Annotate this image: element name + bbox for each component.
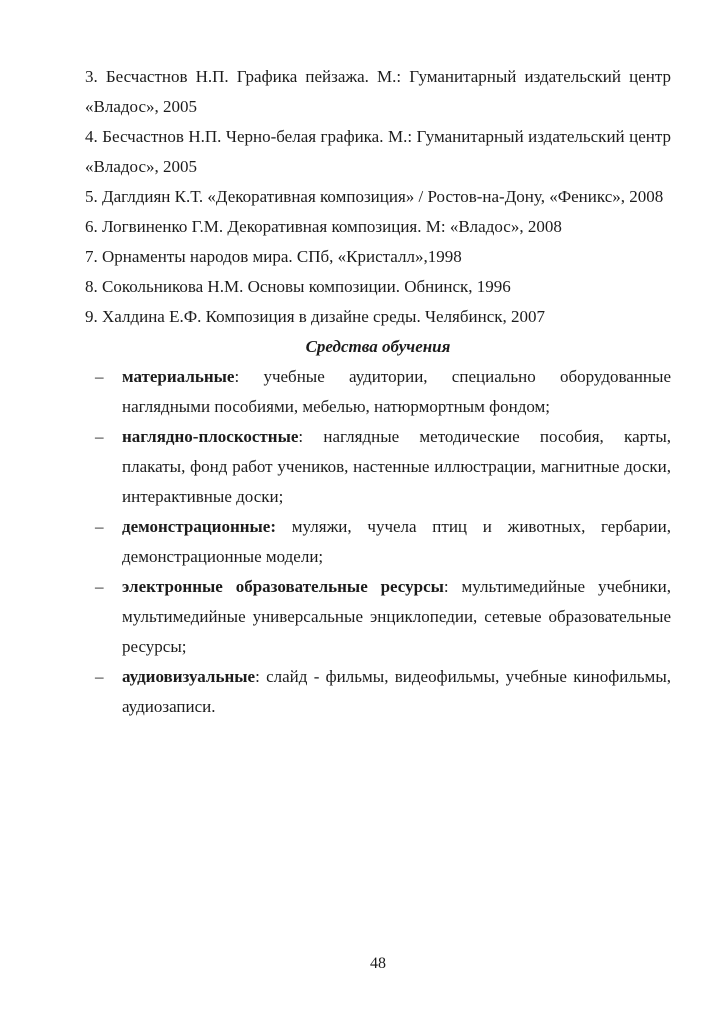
aid-term: электронные образовательные ресурсы xyxy=(122,577,444,596)
aid-description: муляжи, чучела птиц и животных, гербарии, демонстрационные модели; xyxy=(122,517,671,566)
aid-description: : мультимедийные учебники, мультимедийные универсальные энциклопедии, сетевые образовательные ресурсы; xyxy=(122,577,672,656)
reference-item: 5. Даглдиян К.Т. «Декоративная композиция» / Ростов-на-Дону, «Феникс», 2008 xyxy=(85,187,664,206)
aid-description: : слайд - фильмы, видеофильмы, учебные кинофильмы, аудиозаписи. xyxy=(122,667,671,716)
reference-item: 7. Орнаменты народов мира. СПб, «Кристалл»,1998 xyxy=(85,247,462,266)
teaching-aids-item xyxy=(85,362,671,422)
reference-item: 4. Бесчастнов Н.П. Черно-белая графика. М.: Гуманитарный издательский центр «Владос», 2005 xyxy=(85,127,671,176)
aid-description: : наглядные методические пособия, карты, плакаты, фонд работ учеников, настенные иллюстрации, магнитные доски, интерактивные доски; xyxy=(122,427,671,506)
section-title: Средства обучения xyxy=(305,337,451,356)
aid-term: наглядно-плоскостные xyxy=(122,427,299,446)
reference-item: 8. Сокольникова Н.М. Основы композиции. Обнинск, 1996 xyxy=(85,277,511,296)
dash-marker: – xyxy=(95,667,104,686)
dash-marker: – xyxy=(95,427,104,446)
teaching-aids-item xyxy=(85,572,671,662)
teaching-aids-item xyxy=(85,662,671,722)
reference-item: 6. Логвиненко Г.М. Декоративная композиция. М: «Владос», 2008 xyxy=(85,217,562,236)
aid-term: демонстрационные: xyxy=(122,517,277,536)
dash-marker: – xyxy=(95,517,104,536)
teaching-aids-list xyxy=(85,362,671,722)
aid-description: : учебные аудитории, специально оборудованные наглядными пособиями, мебелью, натюрмортным фондом; xyxy=(122,367,671,416)
dash-marker: – xyxy=(95,577,104,596)
page-number: 48 xyxy=(370,955,386,972)
page-content xyxy=(85,62,671,722)
reference-item: 9. Халдина Е.Ф. Композиция в дизайне среды. Челябинск, 2007 xyxy=(85,307,546,326)
aid-term: материальные xyxy=(122,367,235,386)
dash-marker: – xyxy=(95,367,104,386)
references-list xyxy=(85,62,671,332)
teaching-aids-item xyxy=(85,512,671,572)
aid-term: аудиовизуальные xyxy=(122,667,256,686)
reference-item: 3. Бесчастнов Н.П. Графика пейзажа. М.: Гуманитарный издательский центр «Владос», 2005 xyxy=(85,67,671,116)
teaching-aids-item xyxy=(85,422,671,512)
